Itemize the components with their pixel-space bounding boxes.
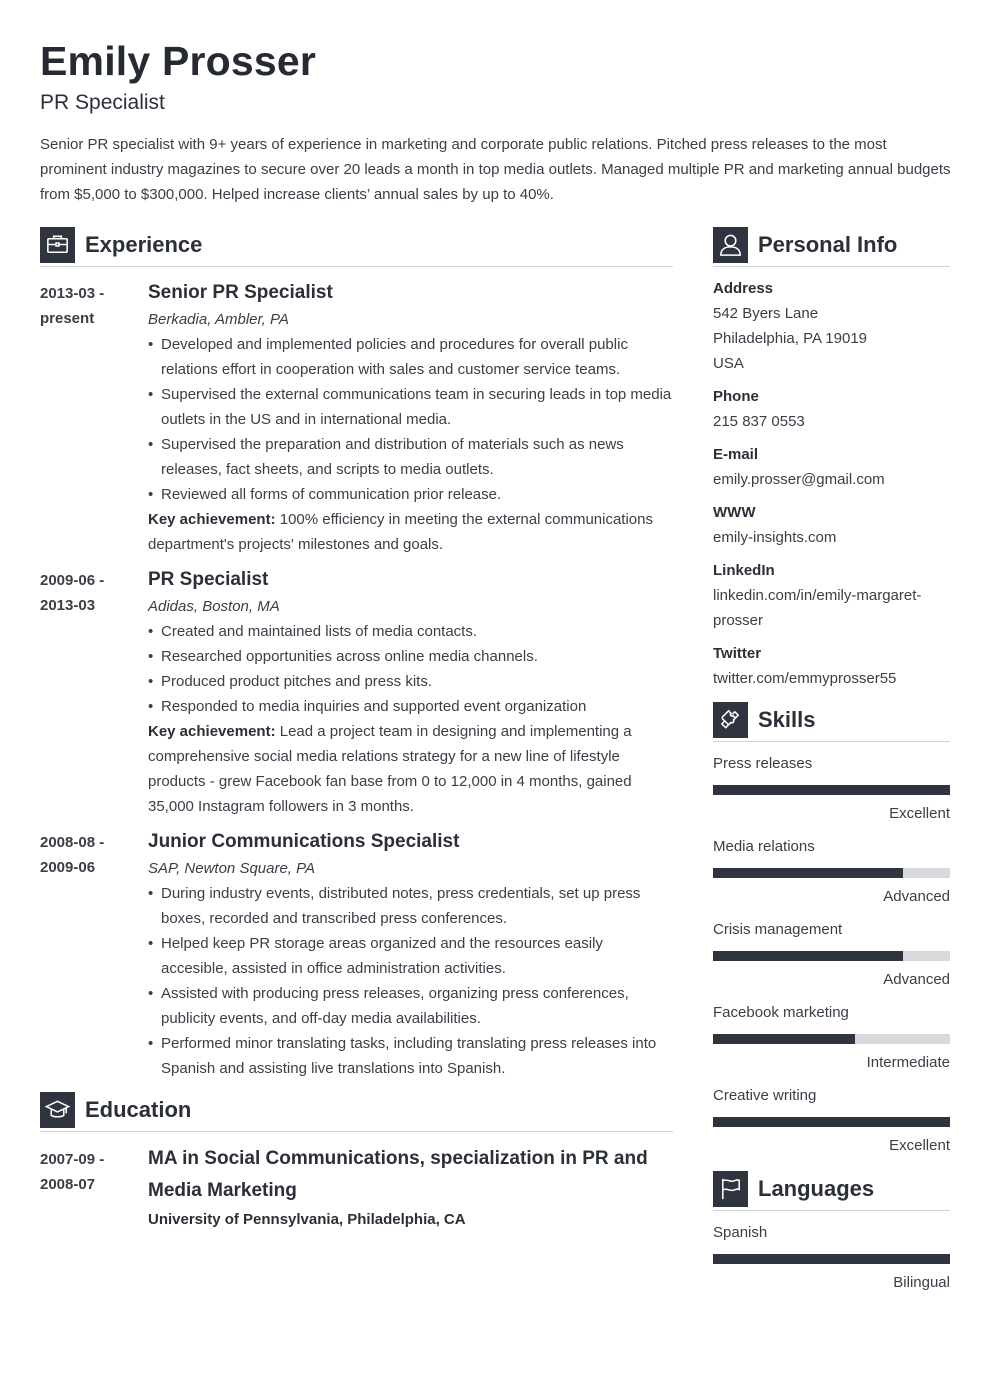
- skill-bar-fill: [713, 951, 903, 961]
- skill-level: Advanced: [883, 971, 950, 988]
- achievement-text: 100% efficiency in meeting the external communications department's projects' milestones and goals.: [148, 511, 653, 553]
- personal-info-heading: Personal Info: [758, 232, 898, 257]
- position-title: PR Specialist: [148, 569, 269, 590]
- personal-info-section-header: [713, 227, 950, 263]
- entry-dates: [40, 281, 148, 557]
- list-item: • Performed minor translating tasks, including translating press releases into Spanish and assisting live translations into Spanish.: [148, 1031, 673, 1081]
- skill-name: Media relations: [713, 838, 815, 855]
- degree-title: MA in Social Communications, specialization in PR and Media Marketing: [148, 1148, 648, 1201]
- bullet-list: [148, 619, 673, 719]
- language-item: [713, 1220, 950, 1295]
- phone-block: [713, 384, 950, 434]
- twitter-value: twitter.com/emmyprosser55: [713, 670, 897, 687]
- skill-name: Creative writing: [713, 1087, 817, 1104]
- achievement-label: Key achievement:: [148, 723, 276, 740]
- list-item: • Helped keep PR storage areas organized and the resources easily accesible, assisted in office administration activities.: [148, 931, 673, 981]
- main-column: [40, 227, 673, 1232]
- skill-level: Excellent: [889, 805, 950, 822]
- bullet-list: [148, 881, 673, 1081]
- list-item: • During industry events, distributed notes, press credentials, set up press boxes, recorded and transcribed press conferences.: [148, 881, 673, 931]
- entry-body: [148, 1147, 673, 1232]
- skill-item: [713, 751, 950, 826]
- education-heading: Education: [85, 1097, 192, 1122]
- key-achievement: [148, 507, 673, 557]
- phone-value: 215 837 0553: [713, 413, 805, 430]
- skill-level: Intermediate: [866, 1054, 950, 1071]
- skill-item: [713, 1000, 950, 1075]
- experience-entry: [40, 830, 673, 1081]
- skill-item: [713, 834, 950, 909]
- address-line: Philadelphia, PA 19019: [713, 330, 868, 347]
- bullet-list: [148, 332, 673, 507]
- languages-heading: Languages: [758, 1176, 875, 1201]
- position-title: Junior Communications Specialist: [148, 831, 460, 852]
- email-label: E-mail: [713, 446, 759, 463]
- linkedin-value: linkedin.com/in/emily-margaret-: [713, 587, 922, 604]
- flag-icon: [713, 1171, 748, 1207]
- achievement-text: Lead a project team in designing and implementing a comprehensive social media relations strategy for a new line of lifestyle products - grew Facebook fan base from 0 to 12,000 in 4 months, gained 35,000 Instagram followers in 3 months.: [148, 723, 632, 815]
- education-entry: [40, 1147, 673, 1232]
- candidate-name: Emily Prosser: [40, 38, 317, 84]
- puzzle-icon: [713, 702, 748, 738]
- language-name: Spanish: [713, 1224, 768, 1241]
- linkedin-block: [713, 558, 950, 633]
- www-label: WWW: [713, 504, 756, 521]
- address-label: Address: [713, 280, 774, 297]
- language-bar-fill: [713, 1254, 950, 1264]
- address-block: [713, 276, 950, 376]
- key-achievement: [148, 719, 673, 819]
- email-value: emily.prosser@gmail.com: [713, 471, 885, 488]
- entry-body: [148, 568, 673, 819]
- skills-heading: Skills: [758, 707, 816, 732]
- skill-name: Crisis management: [713, 921, 843, 938]
- skill-bar: [713, 785, 950, 795]
- date-start: 2009-06 -: [40, 572, 105, 589]
- position-title: Senior PR Specialist: [148, 282, 333, 303]
- education-section-header: [40, 1092, 673, 1128]
- experience-heading: Experience: [85, 232, 203, 257]
- date-end: 2009-06: [40, 859, 96, 876]
- skill-bar: [713, 1034, 950, 1044]
- skills-section-header: [713, 702, 950, 738]
- date-start: 2013-03 -: [40, 285, 105, 302]
- skill-bar: [713, 951, 950, 961]
- entry-dates: [40, 568, 148, 819]
- user-icon: [713, 227, 748, 263]
- list-item: • Produced product pitches and press kits.: [148, 669, 673, 694]
- www-block: [713, 500, 950, 550]
- skill-bar-fill: [713, 868, 903, 878]
- company-name: Adidas, Boston, MA: [148, 598, 280, 615]
- list-item: • Assisted with producing press releases, organizing press conferences, publicity events, and off-day media availabilities.: [148, 981, 673, 1031]
- languages-section-header: [713, 1171, 950, 1207]
- summary-paragraph: Senior PR specialist with 9+ years of experience in marketing and corporate public relations. Pitched press releases to the most prominent industry magazines to secure over 20 leads a month in top media outlets. Managed multiple PR and marketing annual budgets from $5,000 to $300,000. Helped increase clients’ annual sales by up to 40%.: [40, 136, 951, 203]
- languages-list: [713, 1220, 950, 1295]
- skills-list: [713, 751, 950, 1158]
- list-item: • Responded to media inquiries and supported event organization: [148, 694, 673, 719]
- graduation-cap-icon: [40, 1092, 75, 1128]
- skill-item: [713, 1083, 950, 1158]
- language-bar: [713, 1254, 950, 1264]
- address-line: 542 Byers Lane: [713, 305, 819, 322]
- linkedin-value: prosser: [713, 612, 764, 629]
- linkedin-label: LinkedIn: [713, 562, 775, 579]
- skill-name: Press releases: [713, 755, 813, 772]
- list-item: • Created and maintained lists of media contacts.: [148, 619, 673, 644]
- list-item: • Reviewed all forms of communication prior release.: [148, 482, 673, 507]
- phone-label: Phone: [713, 388, 759, 405]
- list-item: • Supervised the external communications team in securing leads in top media outlets in the US and in international media.: [148, 382, 673, 432]
- skill-name: Facebook marketing: [713, 1004, 849, 1021]
- skill-bar-fill: [713, 1034, 855, 1044]
- twitter-label: Twitter: [713, 645, 762, 662]
- company-name: Berkadia, Ambler, PA: [148, 311, 289, 328]
- skill-item: [713, 917, 950, 992]
- personal-info-list: [713, 276, 950, 691]
- email-block: [713, 442, 950, 492]
- address-line: USA: [713, 355, 744, 372]
- company-name: SAP, Newton Square, PA: [148, 860, 316, 877]
- entry-body: [148, 830, 673, 1081]
- entry-dates: [40, 830, 148, 1081]
- experience-entry: [40, 568, 673, 819]
- language-level: Bilingual: [893, 1274, 950, 1291]
- entry-dates: [40, 1147, 148, 1232]
- list-item: • Supervised the preparation and distribution of materials such as news releases, fact sheets, and scripts to media outlets.: [148, 432, 673, 482]
- skill-bar: [713, 868, 950, 878]
- entry-body: [148, 281, 673, 557]
- experience-section-header: [40, 227, 673, 263]
- date-start: 2008-08 -: [40, 834, 105, 851]
- list-item: • Developed and implemented policies and procedures for overall public relations effort in cooperation with sales and customer service teams.: [148, 332, 673, 382]
- date-start: 2007-09 -: [40, 1151, 105, 1168]
- achievement-label: Key achievement:: [148, 511, 276, 528]
- skill-bar-fill: [713, 1117, 950, 1127]
- date-end: present: [40, 310, 95, 327]
- job-title: PR Specialist: [40, 91, 165, 114]
- skill-bar: [713, 1117, 950, 1127]
- briefcase-icon: [40, 227, 75, 263]
- skill-level: Excellent: [889, 1137, 950, 1154]
- skill-bar-fill: [713, 785, 950, 795]
- experience-entry: [40, 281, 673, 557]
- twitter-block: [713, 641, 950, 691]
- sidebar-column: [713, 227, 950, 1295]
- date-end: 2008-07: [40, 1176, 96, 1193]
- date-end: 2013-03: [40, 597, 96, 614]
- www-value: emily-insights.com: [713, 529, 837, 546]
- list-item: • Researched opportunities across online media channels.: [148, 644, 673, 669]
- school-name: University of Pennsylvania, Philadelphia, CA: [148, 1211, 466, 1228]
- skill-level: Advanced: [883, 888, 950, 905]
